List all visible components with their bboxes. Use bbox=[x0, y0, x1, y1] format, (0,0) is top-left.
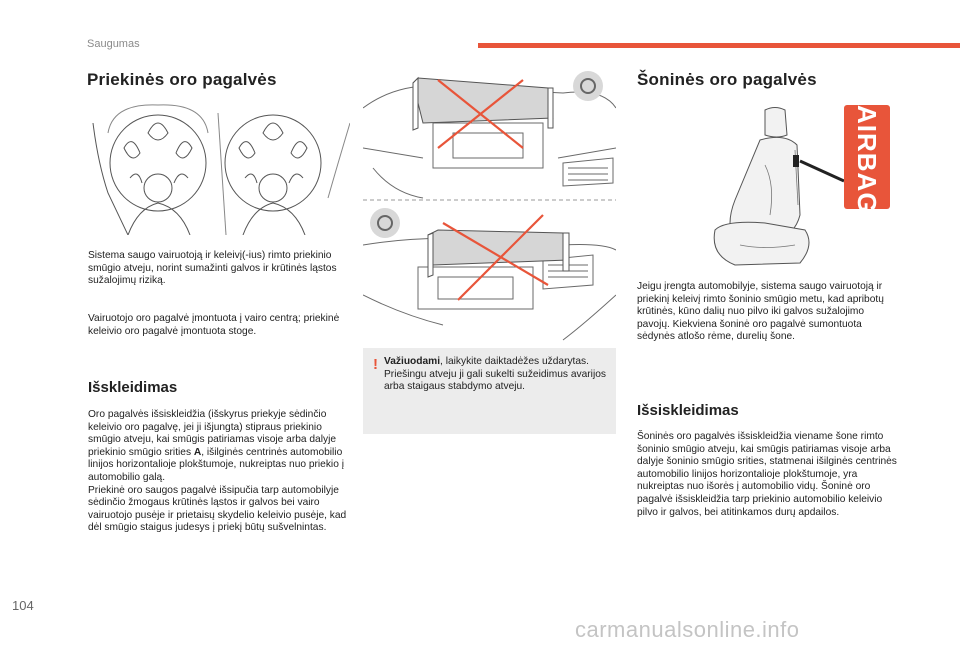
exclamation-icon: ! bbox=[373, 356, 378, 373]
warning-bold: Važiuodami bbox=[384, 356, 441, 367]
side-airbags-title: Šoninės oro pagalvės bbox=[637, 70, 817, 89]
glovebox-open-illustration-bottom bbox=[363, 205, 616, 343]
side-deploy-paragraph: Šoninės oro pagalvės išsiskleidžia viename šone rimto šoninio smūgio atveju, kai smūgis patiriamas visoje arba dalyje šoninio smūgio srities, statmenai išilginės centrinės automobilio linijos horizontalioje plokštumoje, yra nukreiptas nuo išorės į automobilio vidų. Šoninė oro pagalvė išsiskleidžia tarp priekinio automobilio keleivio pilvo ir galvos, bei atitinkamos durų apdailos. bbox=[637, 431, 897, 518]
airbag-label: AIRBAG bbox=[852, 105, 882, 214]
warning-body: , laikykite daiktadėžes uždarytas. Priešingu atveju ji gali sukelti sužeidimus avarijos arba staigaus stabdymo atveju. bbox=[384, 356, 606, 393]
front-deploy-text bbox=[88, 409, 350, 535]
front-deploy-text-a: Oro pagalvės išsiskleidžia (išskyrus priekyje sėdinčio keleivio oro pagalvę, jei ji išjungta) stipraus priekinio smūgio atveju, kai smūgis patiriamas visoje arba dalyje priekinio smūgio srities bbox=[88, 409, 337, 458]
page-number: 104 bbox=[12, 598, 34, 613]
front-airbag-illustration bbox=[88, 103, 350, 235]
warning-note bbox=[363, 348, 616, 434]
side-seat-illustration bbox=[705, 105, 845, 267]
watermark: carmanualsonline.info bbox=[575, 617, 800, 642]
side-intro-paragraph: Jeigu įrengta automobilyje, sistema saugo vairuotoją ir priekinį keleivį rimto šoninio smūgio metu, kad apribotų krūtinės, kūno dalių nuo pilvo iki galvos sužalojimo pavojų. Kiekviena šoninė oro pagalvė sumontuota sėdynės atlošo rėme, durelių šone. bbox=[637, 281, 884, 343]
section-label: Saugumas bbox=[87, 38, 140, 50]
front-deploy-title: Išskleidimas bbox=[88, 379, 178, 396]
front-deploy-text-c: Priekinė oro saugos pagalvė išsipučia tarp automobilyje sėdinčio žmogaus krūtinės ląstos ir galvos bei vairo vairuotojo pusėje ir prietaisų skydelio keleivio pusėje, kad dėl smūgio staigus judesys į priekį būtų sušvelnintas. bbox=[88, 484, 347, 534]
airbag-label-tag bbox=[844, 105, 890, 214]
front-intro-paragraph: Sistema saugo vairuotoją ir keleivį(-ius) rimto priekinio smūgio atveju, norint sumažinti galvos ir krūtinės ląstos sužalojimų riziką. bbox=[88, 250, 337, 287]
front-location-paragraph: Vairuotojo oro pagalvė įmontuota į vairo centrą; priekinė keleivio oro pagalvė įmontuota stoge. bbox=[88, 313, 340, 337]
header-rule bbox=[478, 43, 960, 48]
glovebox-open-illustration-top bbox=[363, 68, 616, 202]
front-airbags-title: Priekinės oro pagalvės bbox=[87, 70, 277, 89]
zone-a-label: A bbox=[193, 446, 202, 458]
front-deploy-text-b: , išilginės centrinės automobilio linijos horizontalioje plokštumoje, nukreiptas nuo priekio į automobilio galą. bbox=[88, 446, 344, 483]
warning-text bbox=[384, 356, 606, 394]
side-deploy-title: Išsiskleidimas bbox=[637, 402, 739, 419]
